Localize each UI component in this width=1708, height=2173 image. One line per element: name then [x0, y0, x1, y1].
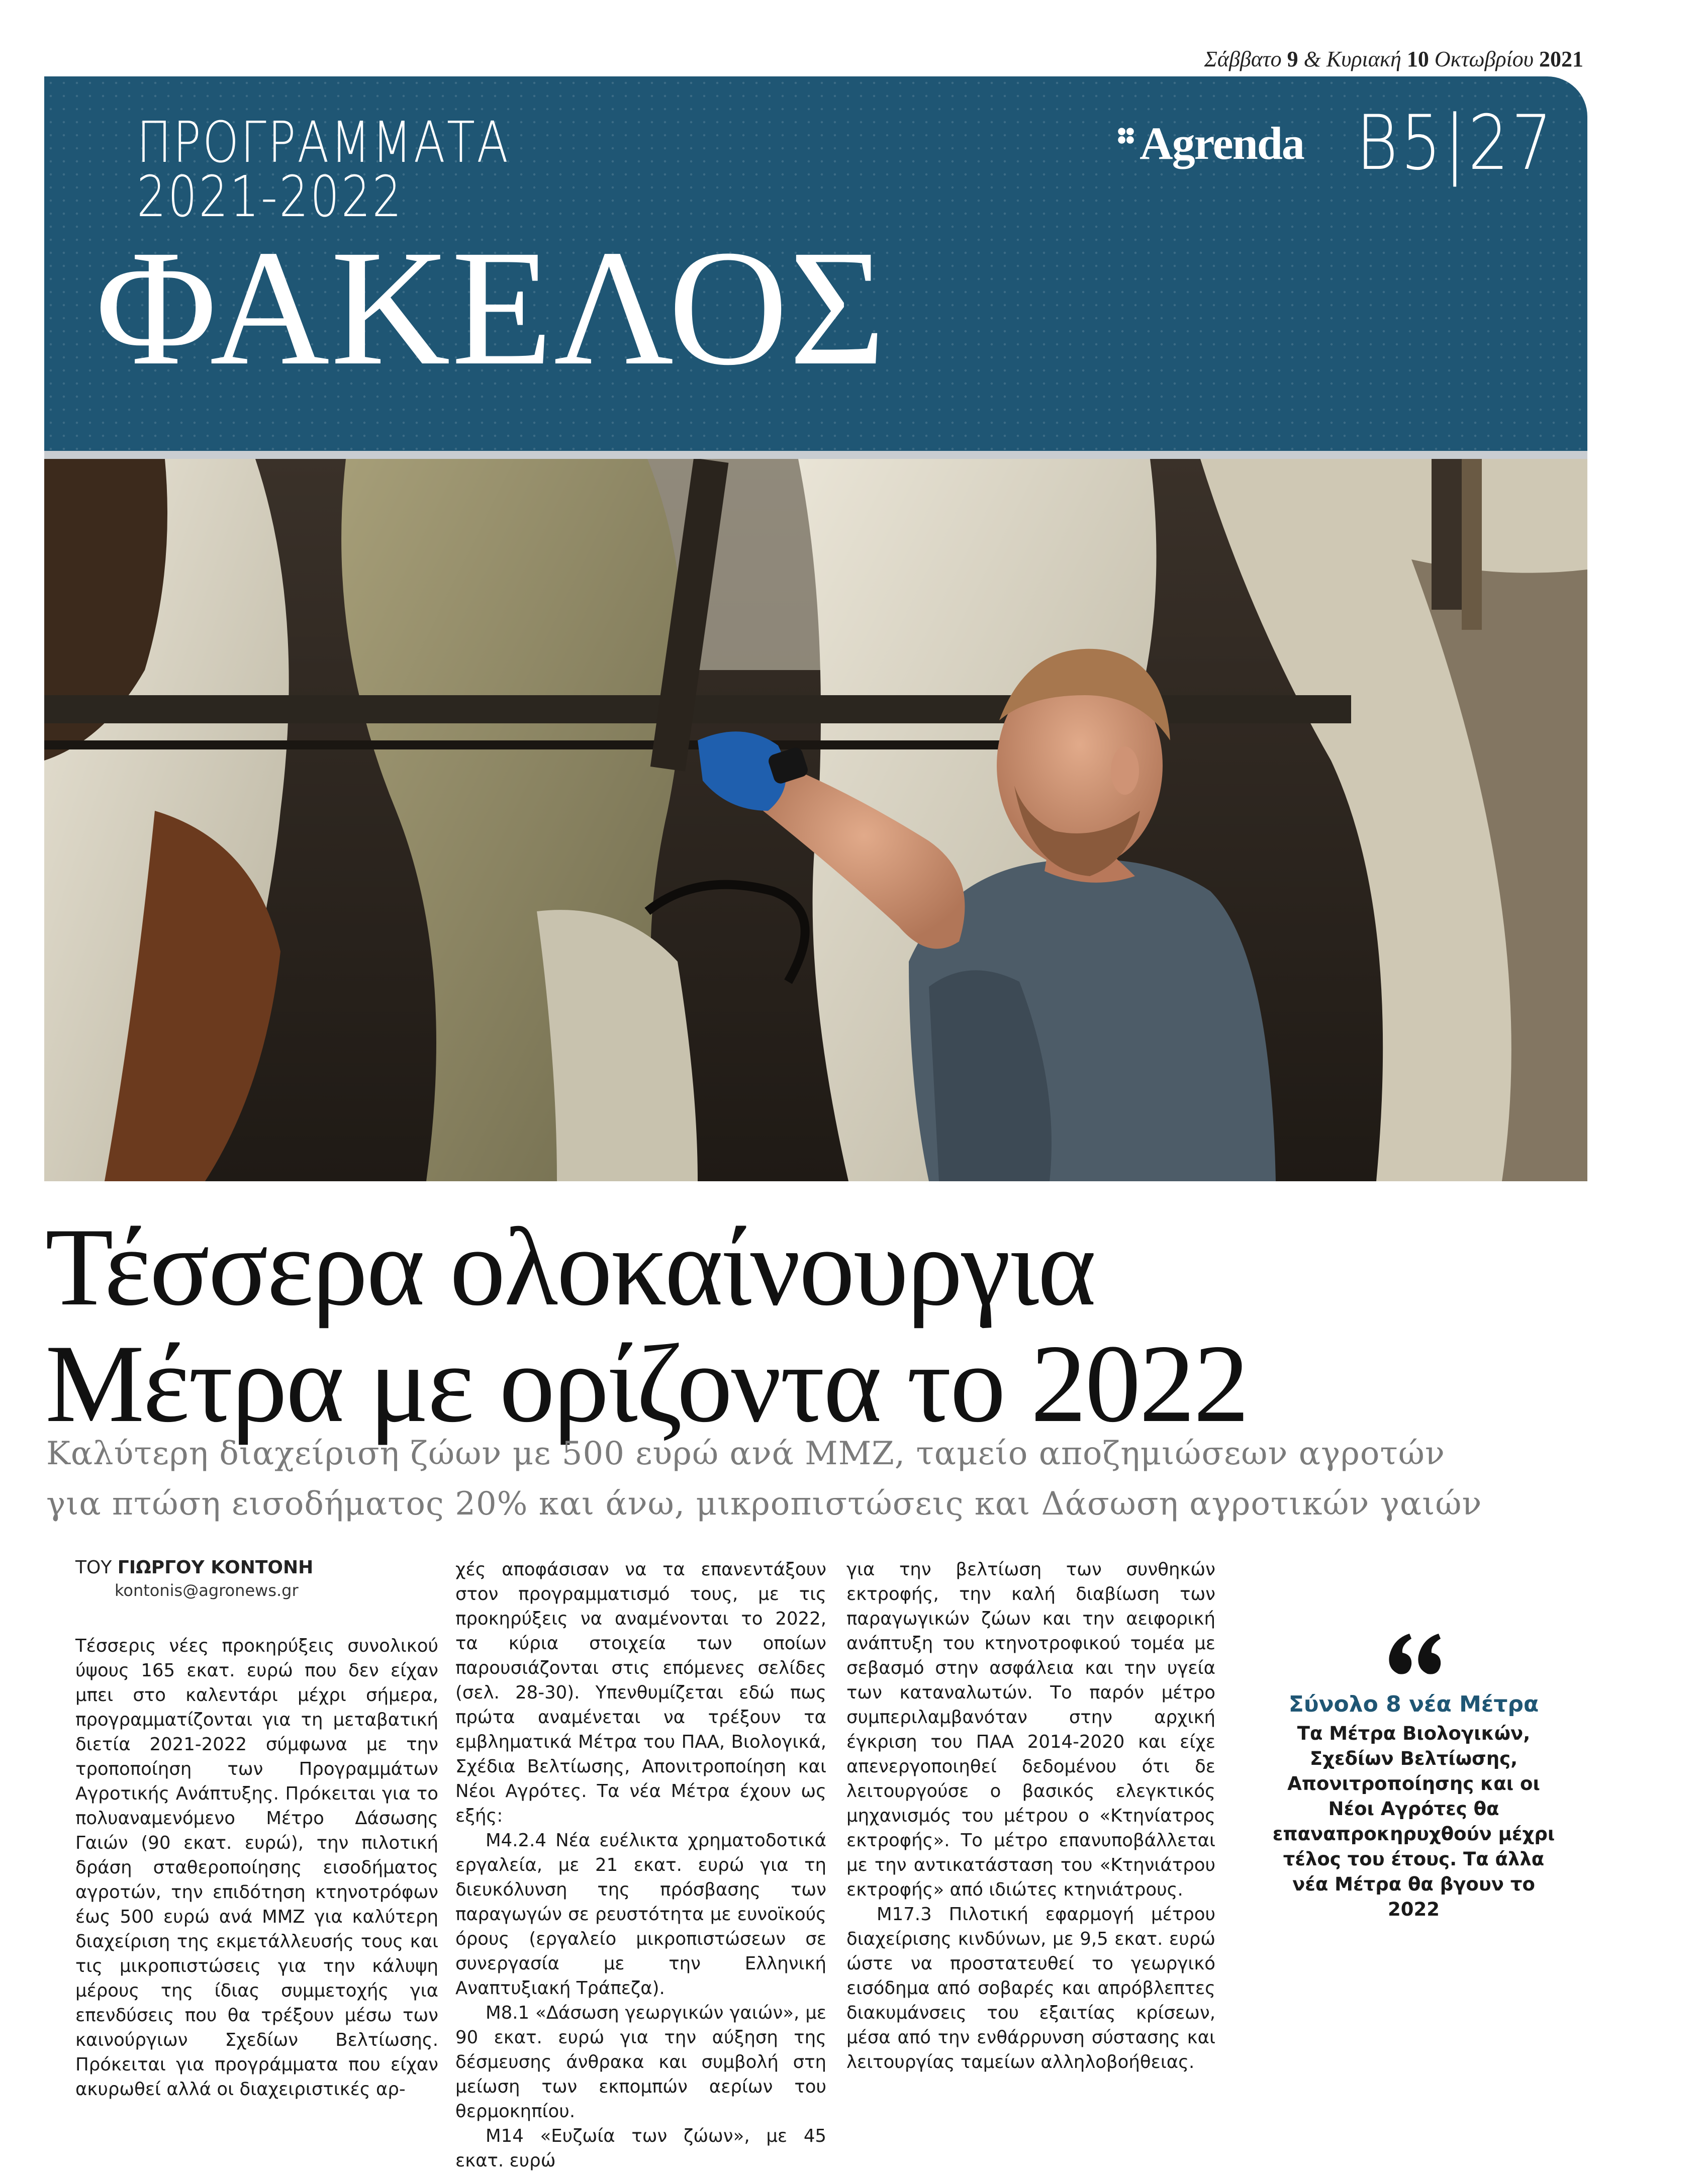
paragraph: χές αποφάσισαν να τα επανεντάξουν στον προγραμματισμό τους, με τις προκηρύξεις να αναμένονται το 2022, τα κύρια στοιχεία των οποίων παρουσιάζονται στις επόμενες σελίδες (σελ. 28-30). Υπενθυμίζεται εδώ πως πρώτα αναμένεται να τρέξουν τα εμβληματικά Μέτρα του ΠΑΑ, Βιολογικά, Σχέδια Βελτίωσης, Απονιτροποίηση και Νέοι Αγρότες. Τα νέα Μέτρα έχουν ως εξής:: [455, 1559, 826, 1826]
date-prefix: Σάββατο: [1204, 47, 1287, 71]
standfirst-line-2: για πτώση εισοδήματος 20% και άνω, μικροπιστώσεις και Δάσωση αγροτικών γαιών: [46, 1485, 1482, 1523]
author-name: ΓΙΩΡΓΟΥ ΚΟΝΤΟΝΗ: [117, 1557, 314, 1578]
article-column-1: [75, 1634, 438, 2102]
quote-icon: [1386, 1634, 1442, 1676]
date-day-sunday: 10: [1406, 47, 1429, 71]
standfirst-line-1: Καλύτερη διαχείριση ζώων με 500 ευρώ ανά ΜΜΖ, ταμείο αποζημιώσεων αγροτών: [46, 1435, 1445, 1472]
article-headline: [45, 1205, 1553, 1446]
paragraph: Μ17.3 Πιλοτική εφαρμογή μέτρου διαχείρισης κινδύνων, με 9,5 εκατ. ευρώ ώστε να προστατευθεί το γεωργικό εισόδημα από σοβαρές και απρόβλεπτες διακυμάνσεις του εξαιτίας κρίσεων, μέσα από την ενθάρρυνση σύστασης και λειτουργίας ταμείων αλληλοβοήθειας.: [846, 1904, 1215, 2072]
headline-line-1: Τέσσερα ολοκαίνουργια: [45, 1205, 1095, 1329]
brand-name: Agrenda: [1140, 118, 1304, 169]
header-divider: [44, 451, 1587, 459]
kicker-line-1: ΠΡΟΓΡΑΜΜΑΤΑ: [137, 110, 510, 175]
paragraph: Τέσσερις νέες προκηρύξεις συνολικού ύψους 165 εκατ. ευρώ που δεν είχαν μπει στο καλεντάρι μέχρι σήμερα, προγραμματίζονται για τη μεταβατική διετία 2021-2022 σύμφωνα με την τροποποίηση των Προγραμμάτων Αγροτικής Ανάπτυξης. Πρόκειται για το πολυαναμενόμενο Μέτρο Δάσωσης Γαιών (90 εκατ. ευρώ), την πιλοτική δράση σταθεροποίησης εισοδήματος αγροτών, την επιδότηση κτηνοτρόφων έως 500 ευρώ ανά ΜΜΖ για καλύτερη διαχείριση της εκμετάλλευσής τους και τις μικροπιστώσεις για την κάλυψη μέρους της ίδιας συμμετοχής για επενδύσεις που θα τρέξουν μέσω των καινούργιων Σχεδίων Βελτίωσης. Πρόκειται για προγράμματα που είχαν ακυρωθεί αλλά οι διαχειριστικές αρ-: [75, 1636, 438, 2100]
kicker-line-2: 2021-2022: [137, 164, 404, 230]
date-day-saturday: 9: [1287, 47, 1298, 71]
pull-quote-title: Σύνολο 8 νέα Μέτρα: [1288, 1691, 1539, 1717]
article-standfirst: [46, 1429, 1604, 1529]
section-kicker: [137, 110, 510, 230]
author-email: kontonis@agronews.gr: [115, 1581, 299, 1600]
paragraph: Μ8.1 «Δάσωση γεωργικών γαιών», με 90 εκατ. ευρώ για την αύξηση της δέσμευσης άνθρακα και συμβολή στη μείωση των εκπομπών αερίων του θερμοκηπίου.: [455, 2003, 826, 2122]
brand-block: [1115, 100, 1555, 187]
article-column-3: [846, 1557, 1215, 2074]
page-number: B5|27: [1356, 100, 1555, 187]
issue-date: [1204, 46, 1583, 72]
pull-quote: [1267, 1634, 1561, 1922]
date-mid: & Κυριακή: [1298, 47, 1407, 71]
date-year: 2021: [1539, 47, 1583, 71]
section-title: ΦΑΚΕΛΟΣ: [96, 216, 887, 400]
paragraph: Μ14 «Ευζωία των ζώων», με 45 εκατ. ευρώ: [455, 2126, 826, 2171]
byline-prefix: ΤΟΥ: [75, 1557, 118, 1578]
headline-line-2: Μέτρα με ορίζοντα το 2022: [45, 1322, 1248, 1446]
date-month: Οκτωβρίου: [1429, 47, 1539, 71]
photo-farmer-milking-cows: [44, 459, 1587, 1181]
clover-logo-icon: [1115, 125, 1136, 146]
article-column-2: [455, 1557, 826, 2173]
brand-logo: [1115, 117, 1304, 170]
pull-quote-text: Τα Μέτρα Βιολογικών, Σχεδίων Βελτίωσης, Απονιτροποίησης και οι Νέοι Αγρότες θα επαναπροκηρυχθούν μέχρι τέλος του έτους. Τα άλλα νέα Μέτρα θα βγουν το 2022: [1272, 1723, 1555, 1920]
paragraph: για την βελτίωση των συνθηκών εκτροφής, την καλή διαβίωση των παραγωγικών ζώων και την αειφορική ανάπτυξη του κτηνοτροφικού τομέα με σεβασμό στην ασφάλεια και την υγεία των καταναλωτών. Το παρόν μέτρο συμπεριλαμβανόταν στην αρχική έγκριση του ΠΑΑ 2014-2020 και είχε απενεργοποιηθεί δεδομένου ότι δε λειτουργούσε ο βασικός ελεγκτικός μηχανισμός του μέτρου ο «Κτηνίατρος εκτροφής». Το μέτρο επανυποβάλλεται με την αντικατάσταση του «Κτηνιάτρου εκτροφής» από ιδιώτες κτηνιάτρους.: [846, 1559, 1215, 1900]
paragraph: Μ4.2.4 Νέα ευέλικτα χρηματοδοτικά εργαλεία, με 21 εκατ. ευρώ για τη διευκόλυνση της πρόσβασης των παραγωγών σε ρευστότητα με ευνοϊκούς όρους (εργαλείο μικροπιστώσεων σε συνεργασία με την Ελληνική Αναπτυξιακή Τράπεζα).: [455, 1830, 826, 1999]
byline: [75, 1557, 313, 1600]
article-photo: [44, 459, 1587, 1181]
